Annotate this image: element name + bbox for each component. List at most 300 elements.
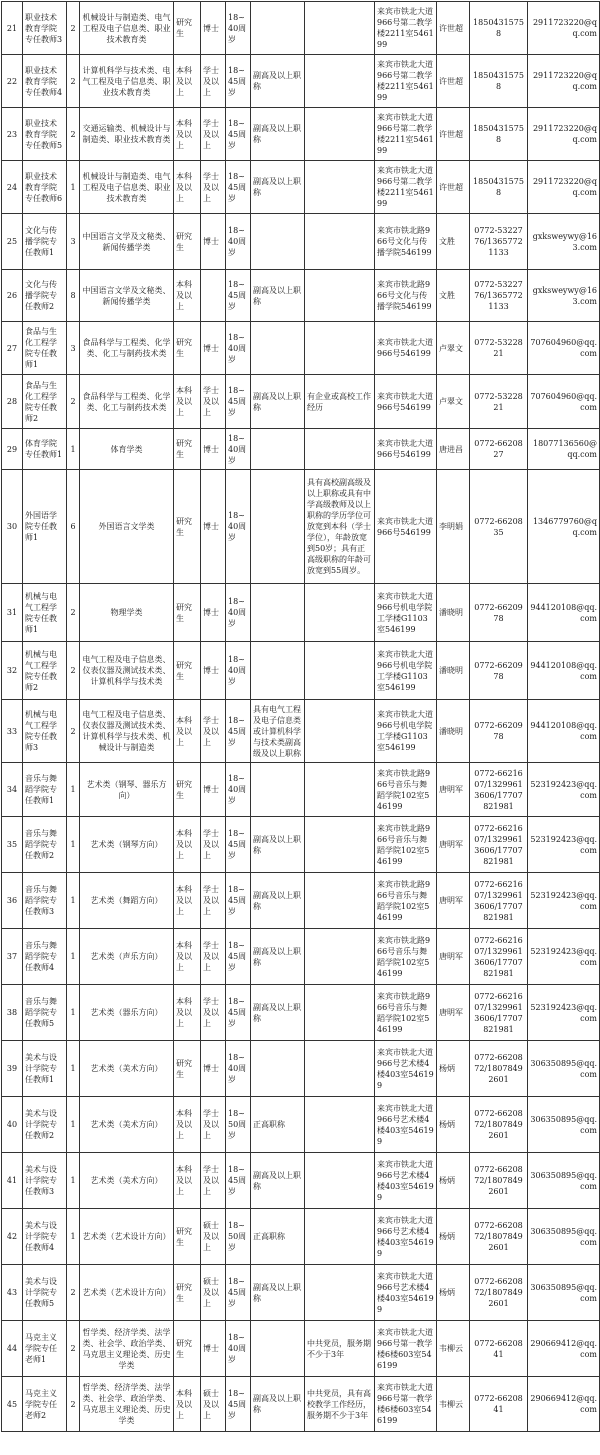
degree-requirement: 学士及以上 bbox=[201, 1153, 226, 1209]
table-row bbox=[2, 763, 600, 817]
contact-email: 2911723220@qq.com bbox=[528, 161, 600, 214]
major-requirement: 哲学类、经济学类、法学类、社会学、政治学类、马克思主义理论类、历史学类 bbox=[80, 1321, 174, 1377]
other-requirement bbox=[305, 214, 375, 270]
table-row bbox=[2, 1321, 600, 1377]
title-requirement bbox=[251, 1321, 305, 1377]
title-requirement: 副高及以上职称 bbox=[251, 1377, 305, 1432]
title-requirement: 副高及以上职称 bbox=[251, 1265, 305, 1321]
major-requirement: 食品科学与工程类、化学类、化工与制药技术类 bbox=[80, 322, 174, 375]
contact-phone: 0772-5322821 bbox=[470, 375, 528, 429]
contact-address: 来宾市铁北路966号音乐与舞蹈学院102室546199 bbox=[375, 985, 437, 1041]
contact-email: gxksweywy@163.com bbox=[528, 270, 600, 322]
table-row bbox=[2, 584, 600, 642]
contact-address: 来宾市铁北路966号音乐与舞蹈学院102室546199 bbox=[375, 817, 437, 873]
contact-email: 944120108@qq.com bbox=[528, 700, 600, 763]
other-requirement bbox=[305, 985, 375, 1041]
contact-person: 李明娟 bbox=[437, 470, 470, 584]
major-requirement: 电气工程及电子信息类、仪表仪器及测试技术类、计算机科学与技术类 bbox=[80, 642, 174, 700]
table-row bbox=[2, 1377, 600, 1432]
title-requirement bbox=[251, 584, 305, 642]
contact-person: 卢翠文 bbox=[437, 375, 470, 429]
contact-phone: 0772-6620835 bbox=[470, 470, 528, 584]
age-requirement: 18~45周岁 bbox=[226, 817, 251, 873]
position-name: 文化与传播学院专任教师2 bbox=[23, 270, 67, 322]
row-number: 43 bbox=[2, 1265, 23, 1321]
table-row bbox=[2, 1097, 600, 1153]
age-requirement: 18~40周岁 bbox=[226, 584, 251, 642]
row-number: 36 bbox=[2, 873, 23, 929]
contact-person: 潘晓明 bbox=[437, 700, 470, 763]
table-body bbox=[2, 2, 600, 1432]
major-requirement: 艺术类（钢琴、器乐方向） bbox=[80, 763, 174, 817]
age-requirement: 18~45周岁 bbox=[226, 985, 251, 1041]
other-requirement bbox=[305, 55, 375, 108]
hire-count: 1 bbox=[67, 985, 80, 1041]
position-name: 机械与电气工程学院专任教师1 bbox=[23, 584, 67, 642]
contact-person: 韦柳云 bbox=[437, 1377, 470, 1432]
row-number: 34 bbox=[2, 763, 23, 817]
major-requirement: 食品科学与工程类、化学类、化工与制药技术类 bbox=[80, 375, 174, 429]
table-row bbox=[2, 108, 600, 161]
major-requirement: 机械设计与制造类、电气工程及电子信息类、职业技术教育类 bbox=[80, 161, 174, 214]
position-name: 音乐与舞蹈学院专任教师3 bbox=[23, 873, 67, 929]
contact-address: 来宾市铁北大道966号第二教学楼2211室546199 bbox=[375, 108, 437, 161]
table-row bbox=[2, 470, 600, 584]
degree-requirement: 学士及以上 bbox=[201, 55, 226, 108]
contact-phone: 0772-6621607/13299613606/17707821981 bbox=[470, 985, 528, 1041]
hire-count: 2 bbox=[67, 584, 80, 642]
contact-person: 韦柳云 bbox=[437, 1321, 470, 1377]
contact-email: 944120108@qq.com bbox=[528, 584, 600, 642]
table-row bbox=[2, 55, 600, 108]
other-requirement bbox=[305, 108, 375, 161]
education-requirement: 研究生 bbox=[174, 1265, 201, 1321]
title-requirement bbox=[251, 322, 305, 375]
table-row bbox=[2, 1209, 600, 1265]
row-number: 40 bbox=[2, 1097, 23, 1153]
hire-count: 2 bbox=[67, 55, 80, 108]
position-name: 职业技术教育学院专任教师5 bbox=[23, 108, 67, 161]
other-requirement bbox=[305, 584, 375, 642]
title-requirement bbox=[251, 429, 305, 470]
contact-person: 唐进昌 bbox=[437, 429, 470, 470]
contact-phone: 0772-6620978 bbox=[470, 642, 528, 700]
row-number: 45 bbox=[2, 1377, 23, 1432]
contact-phone: 0772-5322776/13657721133 bbox=[470, 270, 528, 322]
contact-address: 来宾市铁北大道966号第二教学楼2211室546199 bbox=[375, 2, 437, 55]
title-requirement: 副高及以上职称 bbox=[251, 161, 305, 214]
row-number: 21 bbox=[2, 2, 23, 55]
age-requirement: 18~40周岁 bbox=[226, 763, 251, 817]
contact-phone: 18504315758 bbox=[470, 55, 528, 108]
education-requirement: 本科及以上 bbox=[174, 161, 201, 214]
other-requirement bbox=[305, 1153, 375, 1209]
contact-address: 来宾市铁北大道966号艺术楼4楼403室546199 bbox=[375, 1209, 437, 1265]
contact-email: 707604960@qq.com bbox=[528, 375, 600, 429]
other-requirement bbox=[305, 270, 375, 322]
row-number: 32 bbox=[2, 642, 23, 700]
contact-person: 唐明军 bbox=[437, 817, 470, 873]
position-name: 体育学院专任教师1 bbox=[23, 429, 67, 470]
position-name: 职业技术教育学院专任教师3 bbox=[23, 2, 67, 55]
title-requirement: 副高及以上职称 bbox=[251, 929, 305, 985]
major-requirement: 体育学类 bbox=[80, 429, 174, 470]
position-name: 马克主义学院专任老师2 bbox=[23, 1377, 67, 1432]
contact-email: 18077136560@qq.com bbox=[528, 429, 600, 470]
title-requirement bbox=[251, 1041, 305, 1097]
age-requirement: 18~45周岁 bbox=[226, 55, 251, 108]
contact-email: gxksweywy@163.com bbox=[528, 214, 600, 270]
contact-address: 来宾市铁北大道966号546199 bbox=[375, 470, 437, 584]
row-number: 27 bbox=[2, 322, 23, 375]
row-number: 42 bbox=[2, 1209, 23, 1265]
contact-phone: 0772-5322776/13657721133 bbox=[470, 214, 528, 270]
degree-requirement: 学士及以上 bbox=[201, 873, 226, 929]
contact-address: 来宾市铁北大道966号第二教学楼2211室546199 bbox=[375, 55, 437, 108]
position-name: 食品与生化工程学院专任教师2 bbox=[23, 375, 67, 429]
position-name: 美术与设计学院专任教师2 bbox=[23, 1097, 67, 1153]
contact-address: 来宾市铁北大道966号第一教学楼6楼603室546199 bbox=[375, 1377, 437, 1432]
position-name: 美术与设计学院专任教师4 bbox=[23, 1209, 67, 1265]
major-requirement: 艺术类（艺术设计方向） bbox=[80, 1209, 174, 1265]
degree-requirement: 博士 bbox=[201, 1321, 226, 1377]
contact-address: 来宾市铁北大道966号艺术楼4楼403室546199 bbox=[375, 1097, 437, 1153]
age-requirement: 18~40周岁 bbox=[226, 322, 251, 375]
contact-email: 306350895@qq.com bbox=[528, 1265, 600, 1321]
age-requirement: 18~40周岁 bbox=[226, 214, 251, 270]
contact-address: 来宾市铁北路966号文化与传播学院546199 bbox=[375, 270, 437, 322]
other-requirement bbox=[305, 1097, 375, 1153]
age-requirement: 18~45周岁 bbox=[226, 108, 251, 161]
table-row bbox=[2, 1041, 600, 1097]
contact-phone: 0772-6620872/18078492601 bbox=[470, 1209, 528, 1265]
degree-requirement: 博士 bbox=[201, 763, 226, 817]
education-requirement: 研究生 bbox=[174, 642, 201, 700]
contact-phone: 0772-6620872/18078492601 bbox=[470, 1097, 528, 1153]
position-name: 音乐与舞蹈学院专任教师5 bbox=[23, 985, 67, 1041]
degree-requirement: 学士及以上 bbox=[201, 985, 226, 1041]
other-requirement bbox=[305, 429, 375, 470]
contact-email: 1346779760@qq.com bbox=[528, 470, 600, 584]
table-row bbox=[2, 929, 600, 985]
hire-count: 2 bbox=[67, 108, 80, 161]
contact-person: 文胜 bbox=[437, 214, 470, 270]
contact-phone: 0772-6620841 bbox=[470, 1377, 528, 1432]
table-row bbox=[2, 322, 600, 375]
contact-email: 290669412@qq.com bbox=[528, 1321, 600, 1377]
row-number: 35 bbox=[2, 817, 23, 873]
degree-requirement: 博士 bbox=[201, 1041, 226, 1097]
major-requirement: 哲学类、经济学类、法学类、社会学、政治学类、马克思主义理论类、历史学类 bbox=[80, 1377, 174, 1432]
position-name: 文化与传播学院专任教师1 bbox=[23, 214, 67, 270]
row-number: 41 bbox=[2, 1153, 23, 1209]
row-number: 29 bbox=[2, 429, 23, 470]
hire-count: 1 bbox=[67, 1097, 80, 1153]
other-requirement bbox=[305, 2, 375, 55]
contact-phone: 0772-6621607/13299613606/17707821981 bbox=[470, 929, 528, 985]
other-requirement bbox=[305, 642, 375, 700]
contact-email: 523192423@qq.com bbox=[528, 985, 600, 1041]
hire-count: 2 bbox=[67, 642, 80, 700]
position-name: 音乐与舞蹈学院专任教师2 bbox=[23, 817, 67, 873]
degree-requirement: 博士 bbox=[201, 642, 226, 700]
major-requirement: 中国语言文学及文秘类、新闻传播学类 bbox=[80, 270, 174, 322]
hire-count: 6 bbox=[67, 470, 80, 584]
age-requirement: 18~45周岁 bbox=[226, 1265, 251, 1321]
contact-phone: 0772-6620872/18078492601 bbox=[470, 1041, 528, 1097]
table-row bbox=[2, 161, 600, 214]
age-requirement: 18~50周岁 bbox=[226, 1209, 251, 1265]
age-requirement: 18~45周岁 bbox=[226, 873, 251, 929]
table-row bbox=[2, 2, 600, 55]
education-requirement: 研究生 bbox=[174, 2, 201, 55]
position-name: 职业技术教育学院专任教师4 bbox=[23, 55, 67, 108]
age-requirement: 18~40周岁 bbox=[226, 642, 251, 700]
education-requirement: 本科及以上 bbox=[174, 817, 201, 873]
position-name: 美术与设计学院专任教师3 bbox=[23, 1153, 67, 1209]
hire-count: 1 bbox=[67, 873, 80, 929]
other-requirement bbox=[305, 700, 375, 763]
contact-address: 来宾市铁北大道966号第一教学楼6楼603室546199 bbox=[375, 1321, 437, 1377]
contact-address: 来宾市铁北大道966号艺术楼4楼403室546199 bbox=[375, 1265, 437, 1321]
contact-phone: 0772-6621607/13299613606/17707821981 bbox=[470, 873, 528, 929]
title-requirement: 具有电气工程及电子信息类或计算机科学与技术类副高级及以上职称 bbox=[251, 700, 305, 763]
table-row bbox=[2, 1153, 600, 1209]
other-requirement: 具有高校副高级及以上职称或具有中学高级教师及以上职称的学历学位可放宽到本科（学士学位），年龄放宽到50岁；具有正高级职称的年龄可放宽到55周岁。 bbox=[305, 470, 375, 584]
major-requirement: 艺术类（钢琴方向） bbox=[80, 817, 174, 873]
title-requirement: 副高及以上职称 bbox=[251, 817, 305, 873]
education-requirement: 研究生 bbox=[174, 1209, 201, 1265]
row-number: 31 bbox=[2, 584, 23, 642]
degree-requirement: 学士及以上 bbox=[201, 700, 226, 763]
contact-address: 来宾市铁北大道966号艺术楼4楼403室546199 bbox=[375, 1041, 437, 1097]
contact-email: 306350895@qq.com bbox=[528, 1041, 600, 1097]
contact-person: 许世超 bbox=[437, 2, 470, 55]
contact-email: 523192423@qq.com bbox=[528, 873, 600, 929]
hire-count: 1 bbox=[67, 1153, 80, 1209]
contact-phone: 0772-6620872/18078492601 bbox=[470, 1265, 528, 1321]
title-requirement bbox=[251, 2, 305, 55]
contact-address: 来宾市铁北大道966号机电学院工学楼G1103室546199 bbox=[375, 642, 437, 700]
contact-person: 杨炳 bbox=[437, 1209, 470, 1265]
row-number: 44 bbox=[2, 1321, 23, 1377]
age-requirement: 18~40周岁 bbox=[226, 470, 251, 584]
major-requirement: 机械设计与制造类、电气工程及电子信息类、职业技术教育类 bbox=[80, 2, 174, 55]
degree-requirement: 学士及以上 bbox=[201, 161, 226, 214]
contact-person: 唐明军 bbox=[437, 929, 470, 985]
age-requirement: 18~40周岁 bbox=[226, 2, 251, 55]
other-requirement bbox=[305, 1041, 375, 1097]
major-requirement: 外国语言文学类 bbox=[80, 470, 174, 584]
contact-email: 523192423@qq.com bbox=[528, 763, 600, 817]
position-name: 外国语学院专任教师1 bbox=[23, 470, 67, 584]
row-number: 39 bbox=[2, 1041, 23, 1097]
table-row bbox=[2, 873, 600, 929]
contact-phone: 0772-6621607/13299613606/17707821981 bbox=[470, 817, 528, 873]
hire-count: 2 bbox=[67, 2, 80, 55]
contact-email: 290669412@qq.com bbox=[528, 1377, 600, 1432]
age-requirement: 18~45周岁 bbox=[226, 375, 251, 429]
contact-email: 523192423@qq.com bbox=[528, 817, 600, 873]
contact-phone: 0772-6620978 bbox=[470, 584, 528, 642]
degree-requirement: 学士及以上 bbox=[201, 375, 226, 429]
hire-count: 1 bbox=[67, 429, 80, 470]
title-requirement: 副高及以上职称 bbox=[251, 270, 305, 322]
title-requirement bbox=[251, 470, 305, 584]
row-number: 38 bbox=[2, 985, 23, 1041]
degree-requirement: 博士 bbox=[201, 2, 226, 55]
education-requirement: 本科及以上 bbox=[174, 55, 201, 108]
education-requirement: 本科及以上 bbox=[174, 929, 201, 985]
row-number: 37 bbox=[2, 929, 23, 985]
hire-count: 1 bbox=[67, 763, 80, 817]
degree-requirement bbox=[201, 270, 226, 322]
education-requirement: 研究生 bbox=[174, 322, 201, 375]
education-requirement: 本科及以上 bbox=[174, 108, 201, 161]
contact-person: 杨炳 bbox=[437, 1097, 470, 1153]
contact-person: 许世超 bbox=[437, 108, 470, 161]
contact-person: 杨炳 bbox=[437, 1265, 470, 1321]
major-requirement: 艺术类（美术方向） bbox=[80, 1153, 174, 1209]
age-requirement: 18~45周岁 bbox=[226, 1153, 251, 1209]
position-name: 机械与电气工程学院专任教师3 bbox=[23, 700, 67, 763]
contact-address: 来宾市铁北大道966号机电学院工学楼G1103室546199 bbox=[375, 584, 437, 642]
row-number: 23 bbox=[2, 108, 23, 161]
title-requirement: 副高及以上职称 bbox=[251, 1153, 305, 1209]
education-requirement: 本科及以上 bbox=[174, 1377, 201, 1432]
row-number: 26 bbox=[2, 270, 23, 322]
title-requirement: 副高及以上职称 bbox=[251, 375, 305, 429]
contact-phone: 0772-6620978 bbox=[470, 700, 528, 763]
education-requirement: 研究生 bbox=[174, 470, 201, 584]
contact-email: 944120108@qq.com bbox=[528, 642, 600, 700]
age-requirement: 18~45周岁 bbox=[226, 929, 251, 985]
major-requirement: 艺术类（器乐方向） bbox=[80, 985, 174, 1041]
contact-email: 523192423@qq.com bbox=[528, 929, 600, 985]
degree-requirement: 学士及以上 bbox=[201, 1097, 226, 1153]
title-requirement: 副高及以上职称 bbox=[251, 873, 305, 929]
hire-count: 3 bbox=[67, 322, 80, 375]
other-requirement bbox=[305, 1209, 375, 1265]
row-number: 28 bbox=[2, 375, 23, 429]
table-row bbox=[2, 214, 600, 270]
contact-address: 来宾市铁北大道966号546199 bbox=[375, 322, 437, 375]
hire-count: 2 bbox=[67, 1321, 80, 1377]
hire-count: 1 bbox=[67, 817, 80, 873]
title-requirement: 副高及以上职称 bbox=[251, 985, 305, 1041]
major-requirement: 艺术类（声乐方向） bbox=[80, 929, 174, 985]
age-requirement: 18~45周岁 bbox=[226, 161, 251, 214]
education-requirement: 本科及以上 bbox=[174, 1097, 201, 1153]
contact-person: 杨炳 bbox=[437, 1041, 470, 1097]
contact-person: 卢翠文 bbox=[437, 322, 470, 375]
contact-address: 来宾市铁北大道966号546199 bbox=[375, 375, 437, 429]
education-requirement: 本科及以上 bbox=[174, 1153, 201, 1209]
hire-count: 1 bbox=[67, 929, 80, 985]
contact-address: 来宾市铁北路966号音乐与舞蹈学院102室546199 bbox=[375, 929, 437, 985]
contact-phone: 18504315758 bbox=[470, 2, 528, 55]
degree-requirement: 博士 bbox=[201, 214, 226, 270]
major-requirement: 计算机科学与技术类、电气工程及电子信息类、职业技术教育类 bbox=[80, 55, 174, 108]
age-requirement: 18~45周岁 bbox=[226, 700, 251, 763]
contact-address: 来宾市铁北大道966号艺术楼4楼403室546199 bbox=[375, 1153, 437, 1209]
degree-requirement: 博士 bbox=[201, 322, 226, 375]
contact-address: 来宾市铁北路966号音乐与舞蹈学院102室546199 bbox=[375, 763, 437, 817]
contact-address: 来宾市铁北路966号音乐与舞蹈学院102室546199 bbox=[375, 873, 437, 929]
contact-email: 306350895@qq.com bbox=[528, 1209, 600, 1265]
table-row bbox=[2, 429, 600, 470]
title-requirement: 正高职称 bbox=[251, 1209, 305, 1265]
other-requirement bbox=[305, 817, 375, 873]
position-name: 机械与电气工程学院专任教师2 bbox=[23, 642, 67, 700]
table-row bbox=[2, 817, 600, 873]
education-requirement: 研究生 bbox=[174, 763, 201, 817]
education-requirement: 本科及以上 bbox=[174, 700, 201, 763]
major-requirement: 中国语言文学及文秘类、新闻传播学类 bbox=[80, 214, 174, 270]
title-requirement: 副高及以上职称 bbox=[251, 108, 305, 161]
major-requirement: 艺术类（艺术设计方向） bbox=[80, 1265, 174, 1321]
contact-person: 唐明军 bbox=[437, 763, 470, 817]
degree-requirement: 博士 bbox=[201, 429, 226, 470]
education-requirement: 研究生 bbox=[174, 214, 201, 270]
other-requirement bbox=[305, 873, 375, 929]
contact-phone: 18504315758 bbox=[470, 108, 528, 161]
degree-requirement: 博士 bbox=[201, 584, 226, 642]
contact-address: 来宾市铁北大道966号第二教学楼2211室546199 bbox=[375, 161, 437, 214]
hire-count: 2 bbox=[67, 1265, 80, 1321]
title-requirement: 正高职称 bbox=[251, 1097, 305, 1153]
title-requirement: 副高及以上职称 bbox=[251, 55, 305, 108]
major-requirement: 艺术类（舞蹈方向） bbox=[80, 873, 174, 929]
contact-email: 2911723220@qq.com bbox=[528, 55, 600, 108]
contact-phone: 0772-6621607/13299613606/17707821981 bbox=[470, 763, 528, 817]
contact-email: 707604960@qq.com bbox=[528, 322, 600, 375]
contact-person: 唐明军 bbox=[437, 873, 470, 929]
hire-count: 2 bbox=[67, 375, 80, 429]
age-requirement: 18~40周岁 bbox=[226, 1321, 251, 1377]
education-requirement: 研究生 bbox=[174, 584, 201, 642]
row-number: 25 bbox=[2, 214, 23, 270]
contact-phone: 18504315758 bbox=[470, 161, 528, 214]
other-requirement bbox=[305, 322, 375, 375]
education-requirement: 研究生 bbox=[174, 1041, 201, 1097]
education-requirement: 研究生 bbox=[174, 1321, 201, 1377]
title-requirement bbox=[251, 642, 305, 700]
education-requirement: 本科及以上 bbox=[174, 985, 201, 1041]
position-name: 职业技术教育学院专任教师6 bbox=[23, 161, 67, 214]
hire-count: 3 bbox=[67, 214, 80, 270]
table-row bbox=[2, 700, 600, 763]
contact-person: 文胜 bbox=[437, 270, 470, 322]
position-name: 音乐与舞蹈学院专任教师4 bbox=[23, 929, 67, 985]
contact-phone: 0772-6620872/18078492601 bbox=[470, 1153, 528, 1209]
contact-email: 2911723220@qq.com bbox=[528, 2, 600, 55]
position-name: 音乐与舞蹈学院专任教师1 bbox=[23, 763, 67, 817]
contact-phone: 0772-6620841 bbox=[470, 1321, 528, 1377]
contact-email: 306350895@qq.com bbox=[528, 1097, 600, 1153]
row-number: 33 bbox=[2, 700, 23, 763]
position-name: 美术与设计学院专任教师5 bbox=[23, 1265, 67, 1321]
major-requirement: 电气工程及电子信息类、仪表仪器及测试技术类、计算机科学与技术类、机械设计与制造类 bbox=[80, 700, 174, 763]
major-requirement: 艺术类（美术方向） bbox=[80, 1097, 174, 1153]
hire-count: 8 bbox=[67, 270, 80, 322]
major-requirement: 物理学类 bbox=[80, 584, 174, 642]
age-requirement: 18~45周岁 bbox=[226, 270, 251, 322]
contact-email: 306350895@qq.com bbox=[528, 1153, 600, 1209]
education-requirement: 本科及以上 bbox=[174, 873, 201, 929]
contact-person: 潘晓明 bbox=[437, 584, 470, 642]
hire-count: 1 bbox=[67, 1209, 80, 1265]
